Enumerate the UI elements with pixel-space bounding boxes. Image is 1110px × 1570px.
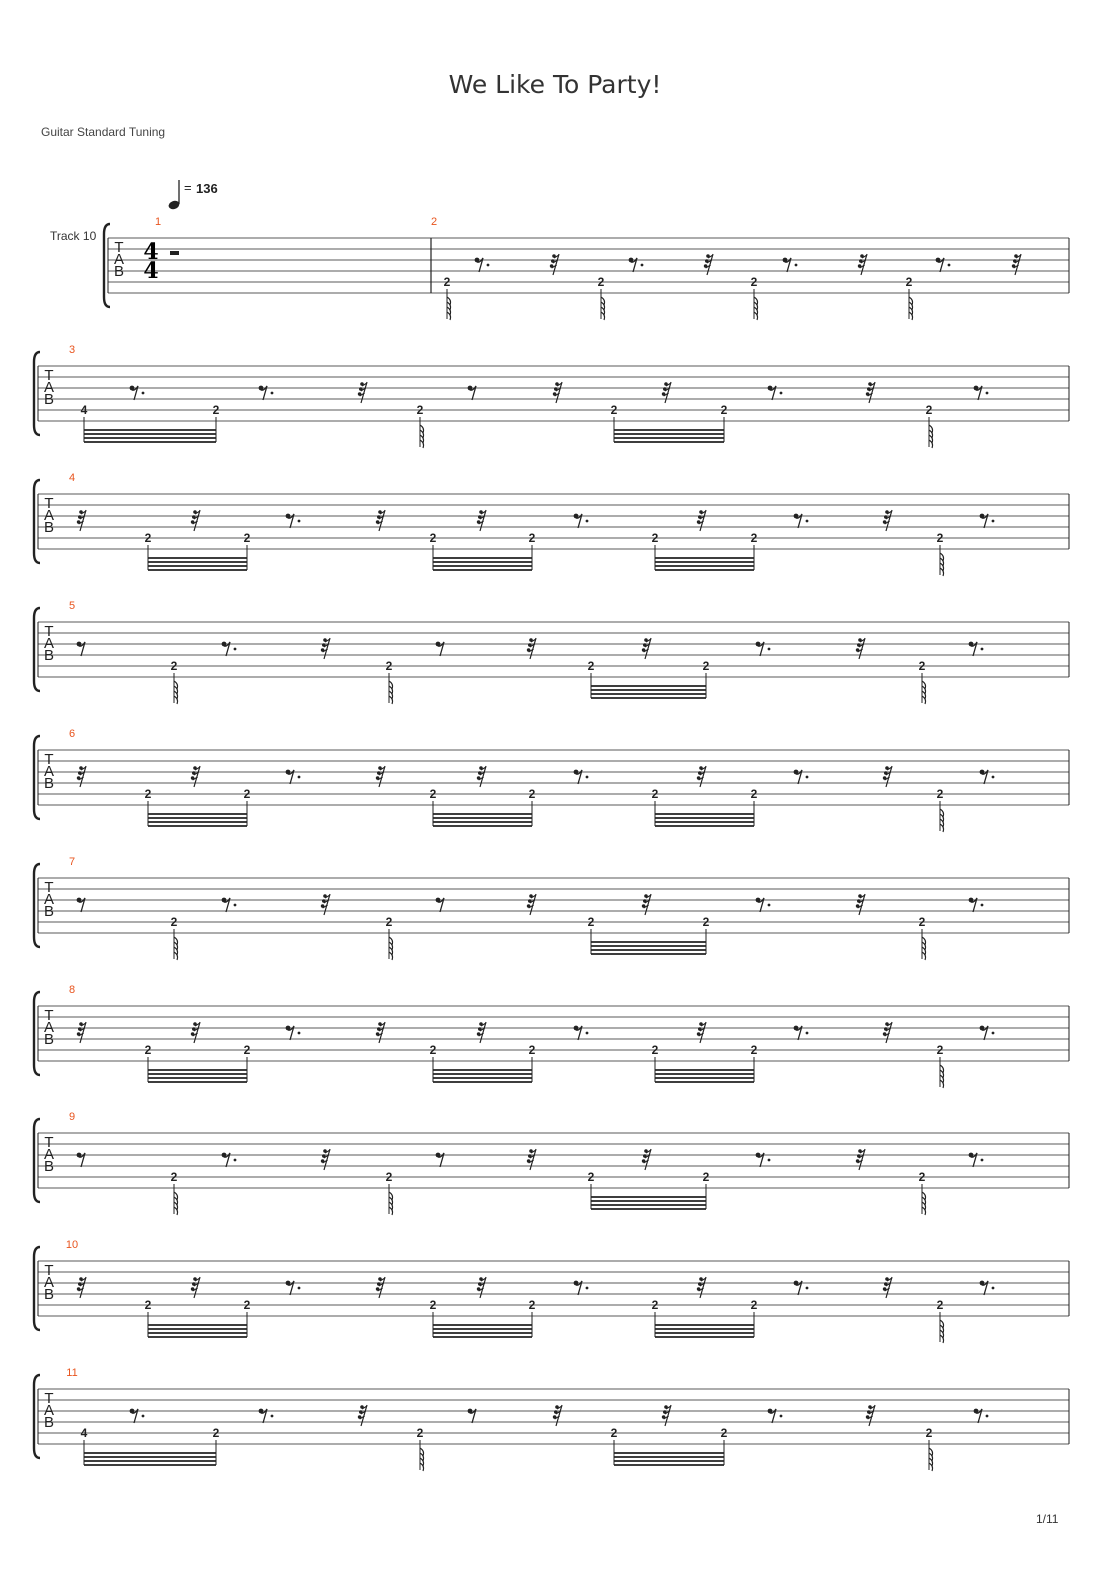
measure-number: 8 xyxy=(68,984,76,996)
fret-number: 2 xyxy=(936,531,944,545)
fret-number: 2 xyxy=(750,787,758,801)
staff-bracket xyxy=(34,992,40,1075)
eighth-rest xyxy=(468,386,476,400)
tab-note xyxy=(386,659,393,704)
tab-note xyxy=(721,1426,728,1465)
half-rest xyxy=(170,251,179,255)
staff-system-3 xyxy=(34,472,1069,576)
tempo-bpm: 136 xyxy=(196,181,218,196)
thirtysecond-rest xyxy=(77,1277,86,1298)
tab-clef-letter: B xyxy=(43,903,55,920)
measure-number: 1 xyxy=(154,216,162,228)
tempo-equals: = xyxy=(184,180,192,195)
tab-note xyxy=(703,915,710,954)
fret-number: 2 xyxy=(610,1426,618,1440)
tab-note xyxy=(430,1043,437,1082)
fret-number: 2 xyxy=(243,1043,251,1057)
staff-bracket xyxy=(34,480,40,563)
thirtysecond-rest xyxy=(477,766,486,787)
tab-note xyxy=(529,787,536,826)
measure-number: 6 xyxy=(68,728,76,740)
staff-bracket xyxy=(34,864,40,947)
tab-note xyxy=(417,403,424,448)
fret-number: 2 xyxy=(416,403,424,417)
fret-number: 2 xyxy=(651,1298,659,1312)
fret-number: 2 xyxy=(597,275,605,289)
tab-note xyxy=(703,659,710,698)
fret-number: 2 xyxy=(651,531,659,545)
thirtysecond-rest xyxy=(883,1022,892,1043)
fret-number: 2 xyxy=(528,787,536,801)
thirtysecond-rest xyxy=(191,510,200,531)
fret-number: 2 xyxy=(587,659,595,673)
tab-note xyxy=(703,1170,710,1209)
tab-note xyxy=(244,1043,251,1082)
tab-clef-letter: T xyxy=(44,495,54,512)
tab-clef-letter: A xyxy=(43,1274,55,1291)
fret-number: 2 xyxy=(720,403,728,417)
tab-clef-letter: A xyxy=(43,379,55,396)
tab-note xyxy=(244,1298,251,1337)
fret-number: 2 xyxy=(385,915,393,929)
thirtysecond-rest xyxy=(376,766,385,787)
thirtysecond-rest xyxy=(883,766,892,787)
staff-bracket xyxy=(34,608,40,691)
tab-clef-letter: T xyxy=(44,1134,54,1151)
tab-note xyxy=(652,531,659,570)
tab-note xyxy=(81,1426,88,1465)
tab-clef-letter: B xyxy=(43,1414,55,1431)
tab-clef-letter: B xyxy=(43,1031,55,1048)
tab-clef-letter: T xyxy=(44,879,54,896)
thirtysecond-rest xyxy=(321,638,330,659)
time-signature-bottom: 4 xyxy=(143,258,159,284)
tab-clef-letter: T xyxy=(44,623,54,640)
thirtysecond-rest xyxy=(191,1277,200,1298)
fret-number: 2 xyxy=(750,275,758,289)
fret-number: 2 xyxy=(243,787,251,801)
tab-note xyxy=(430,1298,437,1337)
thirtysecond-rest xyxy=(856,894,865,915)
thirtysecond-rest xyxy=(77,766,86,787)
tab-clef-letter: B xyxy=(43,519,55,536)
tuning-label: Guitar Standard Tuning xyxy=(41,125,166,139)
staff-bracket xyxy=(34,1119,40,1202)
fret-number: 2 xyxy=(610,403,618,417)
eighth-rest xyxy=(77,1153,85,1167)
thirtysecond-rest xyxy=(376,1277,385,1298)
tab-clef-letter: B xyxy=(43,1158,55,1175)
fret-number: 2 xyxy=(170,659,178,673)
measure-number: 5 xyxy=(68,600,76,612)
tab-clef-letter: A xyxy=(43,763,55,780)
fret-number: 2 xyxy=(212,403,220,417)
measure-number: 4 xyxy=(68,472,76,484)
tab-note xyxy=(751,787,758,826)
thirtysecond-rest xyxy=(1012,254,1021,275)
fret-number: 2 xyxy=(936,1298,944,1312)
tab-note xyxy=(588,659,595,698)
tab-note xyxy=(145,531,152,570)
fret-number: 2 xyxy=(243,531,251,545)
staff-system-2 xyxy=(34,344,1069,448)
fret-number: 2 xyxy=(925,403,933,417)
thirtysecond-rest xyxy=(477,510,486,531)
tab-clef-letter: B xyxy=(43,647,55,664)
thirtysecond-rest xyxy=(358,382,367,403)
fret-number: 2 xyxy=(702,915,710,929)
eighth-rest xyxy=(468,1409,476,1423)
fret-number: 2 xyxy=(905,275,913,289)
staff-system-7 xyxy=(34,984,1069,1088)
tab-note xyxy=(529,1043,536,1082)
fret-number: 2 xyxy=(528,1298,536,1312)
tab-clef-letter: T xyxy=(44,1007,54,1024)
song-title: We Like To Party! xyxy=(448,70,662,99)
tab-note xyxy=(919,1170,926,1215)
tab-note xyxy=(145,1043,152,1082)
fret-number: 2 xyxy=(385,1170,393,1184)
tab-note xyxy=(906,275,913,320)
fret-number: 2 xyxy=(925,1426,933,1440)
fret-number: 2 xyxy=(429,531,437,545)
fret-number: 2 xyxy=(936,1043,944,1057)
tab-note xyxy=(213,403,220,442)
tab-note xyxy=(444,275,451,320)
fret-number: 2 xyxy=(429,1043,437,1057)
tab-note xyxy=(751,531,758,570)
fret-number: 2 xyxy=(702,659,710,673)
tab-note xyxy=(919,659,926,704)
measure-number: 2 xyxy=(430,216,438,228)
fret-number: 2 xyxy=(651,787,659,801)
thirtysecond-rest xyxy=(642,894,651,915)
tab-note xyxy=(721,403,728,442)
fret-number: 2 xyxy=(918,659,926,673)
fret-number: 2 xyxy=(587,915,595,929)
fret-number: 2 xyxy=(750,531,758,545)
tab-note xyxy=(937,1043,944,1088)
fret-number: 2 xyxy=(170,915,178,929)
thirtysecond-rest xyxy=(662,1405,671,1426)
tab-clef-letter: B xyxy=(43,1286,55,1303)
tab-clef-letter: T xyxy=(44,751,54,768)
tab-note xyxy=(652,1043,659,1082)
staff-system-10 xyxy=(34,1367,1069,1471)
thirtysecond-rest xyxy=(697,510,706,531)
tab-clef-letter: A xyxy=(43,1146,55,1163)
fret-number: 2 xyxy=(918,1170,926,1184)
staff-bracket xyxy=(34,1247,40,1330)
tab-note xyxy=(751,275,758,320)
thirtysecond-rest xyxy=(477,1277,486,1298)
tab-note xyxy=(926,1426,933,1471)
track-label: Track 10 xyxy=(50,229,97,243)
tab-note xyxy=(386,915,393,960)
fret-number: 2 xyxy=(144,1043,152,1057)
fret-number: 2 xyxy=(429,1298,437,1312)
tab-note xyxy=(145,1298,152,1337)
tab-note xyxy=(751,1298,758,1337)
thirtysecond-rest xyxy=(358,1405,367,1426)
tab-clef-letter: A xyxy=(43,635,55,652)
fret-number: 4 xyxy=(80,403,88,417)
fret-number: 2 xyxy=(144,1298,152,1312)
tab-note xyxy=(244,531,251,570)
thirtysecond-rest xyxy=(866,382,875,403)
thirtysecond-rest xyxy=(191,766,200,787)
fret-number: 2 xyxy=(212,1426,220,1440)
tab-note xyxy=(171,915,178,960)
tab-clef-letter: T xyxy=(44,367,54,384)
eighth-rest xyxy=(77,642,85,656)
thirtysecond-rest xyxy=(662,382,671,403)
tab-clef-letter: T xyxy=(114,239,124,256)
thirtysecond-rest xyxy=(77,1022,86,1043)
fret-number: 2 xyxy=(416,1426,424,1440)
thirtysecond-rest xyxy=(697,1277,706,1298)
tab-clef-letter: T xyxy=(44,1262,54,1279)
fret-number: 2 xyxy=(385,659,393,673)
thirtysecond-rest xyxy=(697,766,706,787)
tab-note xyxy=(919,915,926,960)
thirtysecond-rest xyxy=(527,1149,536,1170)
page-number: 1/11 xyxy=(1036,1512,1059,1526)
staff-system-1 xyxy=(104,216,1069,320)
tab-note xyxy=(652,787,659,826)
staff-bracket xyxy=(34,1375,40,1458)
thirtysecond-rest xyxy=(321,1149,330,1170)
tab-note xyxy=(213,1426,220,1465)
thirtysecond-rest xyxy=(866,1405,875,1426)
thirtysecond-rest xyxy=(376,1022,385,1043)
tab-clef-letter: B xyxy=(43,775,55,792)
fret-number: 2 xyxy=(528,1043,536,1057)
measure-number: 3 xyxy=(68,344,76,356)
tab-note xyxy=(529,1298,536,1337)
tab-note xyxy=(386,1170,393,1215)
fret-number: 2 xyxy=(429,787,437,801)
staff-bracket xyxy=(104,224,110,307)
tab-clef-letter: A xyxy=(43,891,55,908)
fret-number: 2 xyxy=(750,1043,758,1057)
thirtysecond-rest xyxy=(858,254,867,275)
tab-note xyxy=(937,787,944,832)
tab-note xyxy=(417,1426,424,1471)
thirtysecond-rest xyxy=(376,510,385,531)
thirtysecond-rest xyxy=(527,894,536,915)
fret-number: 2 xyxy=(443,275,451,289)
tab-note xyxy=(244,787,251,826)
tab-note xyxy=(937,1298,944,1343)
fret-number: 2 xyxy=(720,1426,728,1440)
thirtysecond-rest xyxy=(642,638,651,659)
tab-note xyxy=(611,403,618,442)
thirtysecond-rest xyxy=(704,254,713,275)
measure-number: 10 xyxy=(65,1239,79,1251)
fret-number: 2 xyxy=(651,1043,659,1057)
tab-note xyxy=(751,1043,758,1082)
tab-note xyxy=(171,659,178,704)
tab-clef-letter: T xyxy=(44,1390,54,1407)
staff-system-4 xyxy=(34,600,1069,704)
staff-system-8 xyxy=(34,1111,1069,1215)
time-signature-top: 4 xyxy=(143,239,159,265)
tab-clef-letter: A xyxy=(113,251,125,268)
tab-note xyxy=(81,403,88,442)
fret-number: 2 xyxy=(170,1170,178,1184)
tab-note xyxy=(430,531,437,570)
tab-note xyxy=(430,787,437,826)
tab-clef-letter: A xyxy=(43,1019,55,1036)
staff-system-6 xyxy=(34,856,1069,960)
tab-note xyxy=(937,531,944,576)
fret-number: 2 xyxy=(918,915,926,929)
thirtysecond-rest xyxy=(697,1022,706,1043)
tab-clef-letter: A xyxy=(43,1402,55,1419)
thirtysecond-rest xyxy=(191,1022,200,1043)
tab-note xyxy=(611,1426,618,1465)
tab-note xyxy=(145,787,152,826)
thirtysecond-rest xyxy=(77,510,86,531)
tab-note xyxy=(652,1298,659,1337)
fret-number: 4 xyxy=(80,1426,88,1440)
tab-note xyxy=(529,531,536,570)
fret-number: 2 xyxy=(144,531,152,545)
measure-number: 7 xyxy=(68,856,76,868)
eighth-rest xyxy=(436,898,444,912)
fret-number: 2 xyxy=(243,1298,251,1312)
measure-number: 11 xyxy=(66,1367,78,1379)
fret-number: 2 xyxy=(936,787,944,801)
thirtysecond-rest xyxy=(553,1405,562,1426)
tab-note xyxy=(171,1170,178,1215)
staff-system-5 xyxy=(34,728,1069,832)
thirtysecond-rest xyxy=(321,894,330,915)
tab-note xyxy=(588,1170,595,1209)
thirtysecond-rest xyxy=(856,1149,865,1170)
measure-number: 9 xyxy=(68,1111,76,1123)
thirtysecond-rest xyxy=(883,510,892,531)
thirtysecond-rest xyxy=(527,638,536,659)
tab-note xyxy=(588,915,595,954)
fret-number: 2 xyxy=(144,787,152,801)
thirtysecond-rest xyxy=(477,1022,486,1043)
fret-number: 2 xyxy=(587,1170,595,1184)
thirtysecond-rest xyxy=(642,1149,651,1170)
fret-number: 2 xyxy=(702,1170,710,1184)
tab-note xyxy=(598,275,605,320)
staff-system-9 xyxy=(34,1239,1069,1343)
thirtysecond-rest xyxy=(550,254,559,275)
eighth-rest xyxy=(436,642,444,656)
fret-number: 2 xyxy=(528,531,536,545)
staff-bracket xyxy=(34,736,40,819)
eighth-rest xyxy=(436,1153,444,1167)
thirtysecond-rest xyxy=(856,638,865,659)
staff-bracket xyxy=(34,352,40,435)
tab-clef-letter: A xyxy=(43,507,55,524)
tab-clef-letter: B xyxy=(43,391,55,408)
tab-clef-letter: B xyxy=(113,263,125,280)
thirtysecond-rest xyxy=(883,1277,892,1298)
tab-note xyxy=(926,403,933,448)
fret-number: 2 xyxy=(750,1298,758,1312)
thirtysecond-rest xyxy=(553,382,562,403)
eighth-rest xyxy=(77,898,85,912)
